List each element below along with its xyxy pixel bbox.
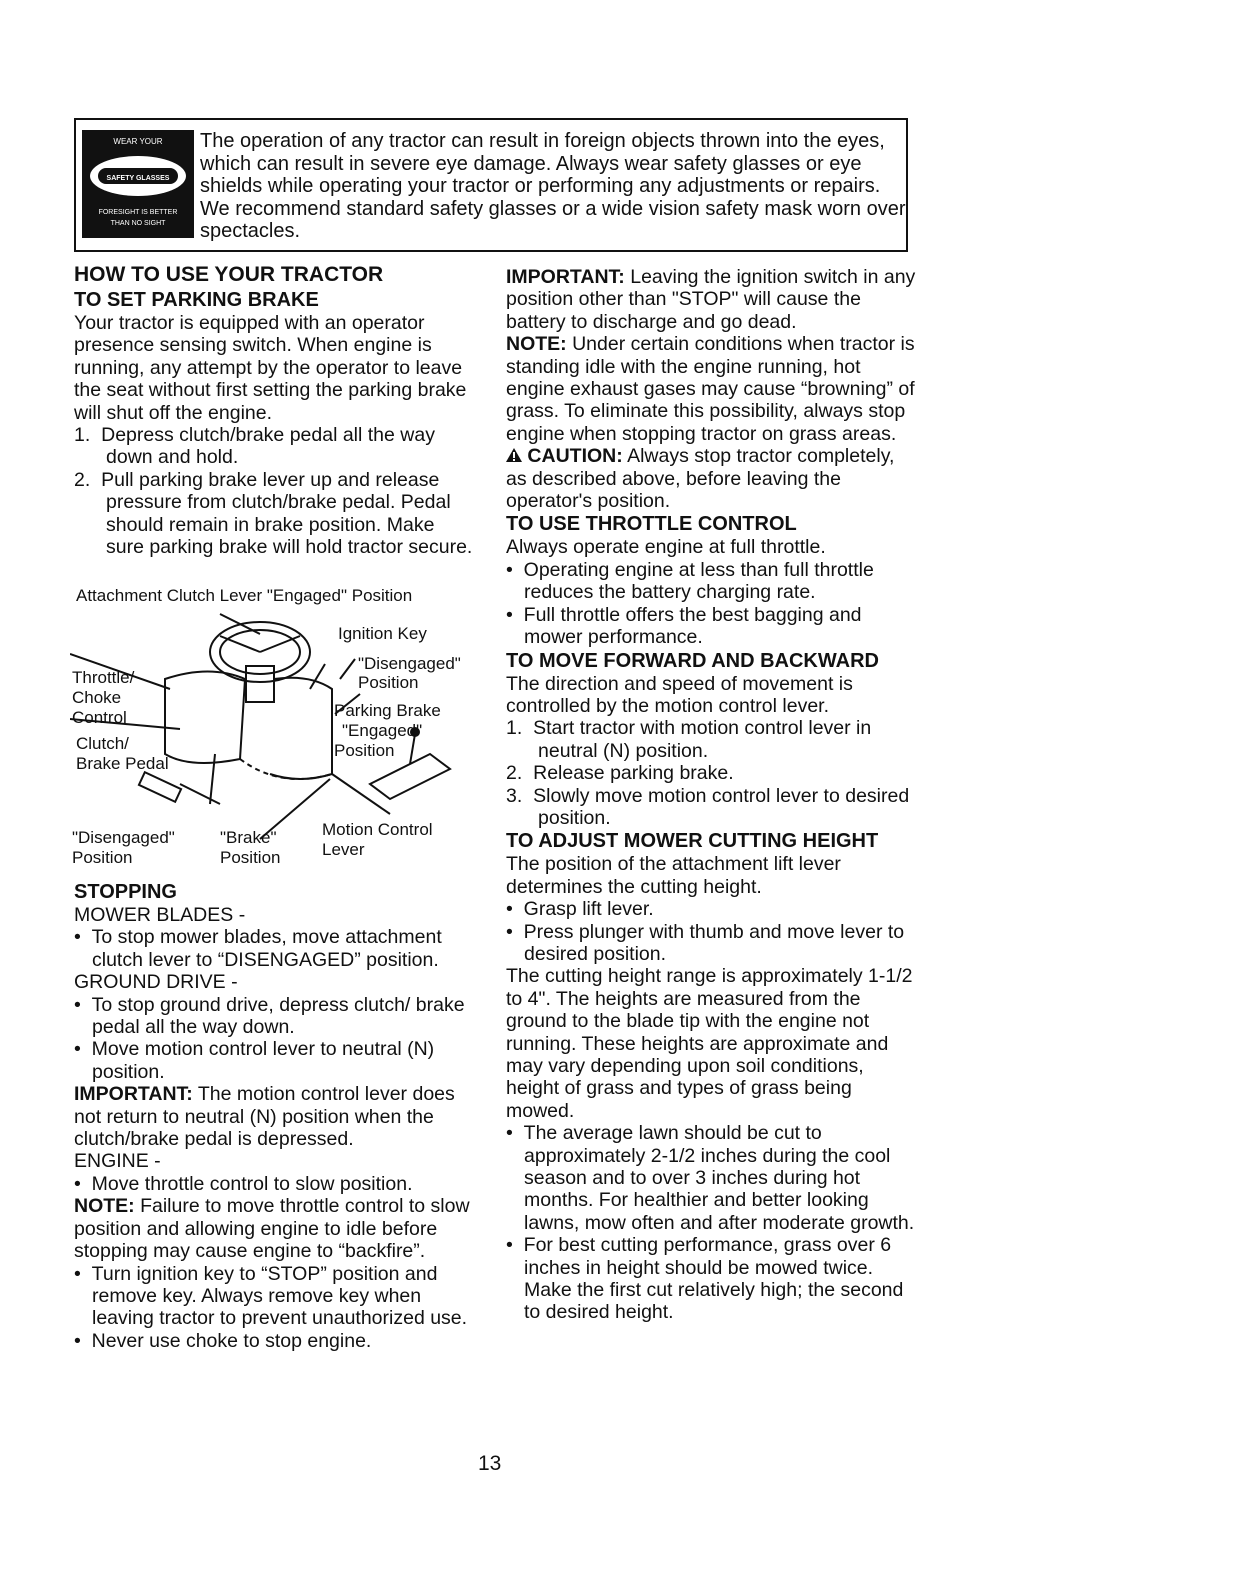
left-column-top xyxy=(74,262,474,558)
parking-intro: Your tractor is equipped with an operator presence sensing switch. When engine is running, any attempt by the operator to leave the seat without first setting the parking brake will shut off the engine. xyxy=(74,312,467,424)
move-heading: TO MOVE FORWARD AND BACKWARD xyxy=(506,649,879,672)
engine-label: ENGINE - xyxy=(74,1150,161,1173)
list-item: • For best cutting performance, grass over 6 inches in height should be mowed twice. Make the first cut relatively high; the second to desired height. xyxy=(506,1234,904,1324)
list-item: • Never use choke to stop engine. xyxy=(74,1329,372,1352)
label-throttle: Throttle/ xyxy=(72,668,135,687)
label-disengaged: "Disengaged" xyxy=(358,654,461,673)
label-brake-pedal: Brake Pedal xyxy=(76,754,169,773)
caution-note: CAUTION: Always stop tractor completely, as described above, before leaving the operator's position. xyxy=(506,445,895,513)
parking-step-1: 1. Depress clutch/brake pedal all the way down and hold. xyxy=(74,424,435,469)
important-note: IMPORTANT: The motion control lever does not return to neutral (N) position when the clutch/brake pedal is depressed. xyxy=(74,1083,455,1151)
stopping-heading: STOPPING xyxy=(74,881,177,903)
move-step-3: 3. Slowly move motion control lever to desired position. xyxy=(506,784,910,829)
height-paragraph: The cutting height range is approximately 1-1/2 to 4". The heights are measured from the ground to the blade tip with the engine not running. These heights are approximate and may vary depending upon soil conditions, height of grass and types of grass being mowed. xyxy=(506,965,913,1122)
right-column xyxy=(506,266,916,1324)
label-engaged-position: Position xyxy=(334,741,395,760)
label-motion-control: Motion Control xyxy=(322,820,433,839)
browning-note: NOTE: Under certain conditions when tractor is standing idle with the engine running, hot engine exhaust gases may cause “browning” of grass. To eliminate this possibility, always stop engine when stopping tractor on grass areas. xyxy=(506,333,915,445)
list-item: • Grasp lift lever. xyxy=(506,898,654,921)
move-intro: The direction and speed of movement is controlled by the motion control lever. xyxy=(506,672,853,717)
label-control: Control xyxy=(72,708,127,727)
label-choke: Choke xyxy=(72,688,122,707)
height-heading: TO ADJUST MOWER CUTTING HEIGHT xyxy=(506,830,879,853)
parking-step-2: 2. Pull parking brake lever up and release pressure from clutch/brake pedal. Pedal should remain in brake position. Make sure parking brake will hold tractor secure. xyxy=(74,468,473,559)
move-step-1: 1. Start tractor with motion control lever in neutral (N) position. xyxy=(506,717,872,762)
label-disengaged-position: Position xyxy=(358,673,419,692)
important-ignition: IMPORTANT: Leaving the ignition switch in any position other than "STOP" will cause the battery to discharge and go dead. xyxy=(506,266,916,333)
list-item: • Operating engine at less than full throttle reduces the battery charging rate. xyxy=(506,558,874,604)
label-brake-position: Position xyxy=(220,848,281,867)
label-disengaged-2-position: Position xyxy=(72,848,133,867)
label-ignition-key: Ignition Key xyxy=(338,624,427,643)
list-item: • To stop mower blades, move attachment clutch lever to “DISENGAGED” position. xyxy=(74,926,442,971)
ground-drive-label: GROUND DRIVE - xyxy=(74,971,238,994)
engine-note: NOTE: Failure to move throttle control to slow position and allowing engine to idle before stopping may cause engine to “backfire”. xyxy=(74,1195,470,1263)
list-item: • Move throttle control to slow position. xyxy=(74,1172,413,1195)
mower-blades-label: MOWER BLADES - xyxy=(74,904,246,926)
label-parking-brake: Parking Brake xyxy=(334,701,441,720)
label-clutch: Clutch/ xyxy=(76,734,129,753)
svg-text:FORESIGHT IS BETTER: FORESIGHT IS BETTER xyxy=(98,209,178,216)
label-attachment-clutch: Attachment Clutch Lever "Engaged" Position xyxy=(76,586,413,605)
tractor-controls-diagram xyxy=(70,584,490,874)
label-lever: Lever xyxy=(322,840,365,859)
list-item: • Turn ignition key to “STOP” position and remove key. Always remove key when leaving tractor to prevent unauthorized use. xyxy=(74,1262,468,1330)
throttle-intro: Always operate engine at full throttle. xyxy=(506,536,826,559)
safety-warning-box xyxy=(74,118,908,252)
page-number: 13 xyxy=(478,1452,502,1475)
list-item: • The average lawn should be cut to approximately 2-1/2 inches during the cool season and to over 3 inches during hot months. For healthier and better looking lawns, mow often and after moderate growth. xyxy=(506,1122,915,1234)
list-item: • Move motion control lever to neutral (N) position. xyxy=(74,1038,435,1083)
list-item: • Full throttle offers the best bagging and mower performance. xyxy=(506,603,862,649)
move-step-2: 2. Release parking brake. xyxy=(506,762,734,785)
left-column-bottom xyxy=(74,880,474,1352)
label-disengaged-2: "Disengaged" xyxy=(72,828,175,847)
label-engaged: "Engaged" xyxy=(342,721,423,740)
svg-text:SAFETY GLASSES: SAFETY GLASSES xyxy=(106,175,170,182)
list-item: • Press plunger with thumb and move lever to desired position. xyxy=(506,920,905,965)
list-item: • To stop ground drive, depress clutch/ brake pedal all the way down. xyxy=(74,993,465,1039)
svg-text:THAN NO SIGHT: THAN NO SIGHT xyxy=(110,220,166,227)
svg-text:WEAR YOUR: WEAR YOUR xyxy=(113,137,163,146)
label-brake: "Brake" xyxy=(220,828,277,847)
height-intro: The position of the attachment lift lever determines the cutting height. xyxy=(506,853,841,898)
parking-brake-heading: TO SET PARKING BRAKE xyxy=(74,289,319,311)
section-title: HOW TO USE YOUR TRACTOR xyxy=(74,263,384,286)
safety-glasses-icon xyxy=(82,130,194,238)
throttle-heading: TO USE THROTTLE CONTROL xyxy=(506,513,797,536)
warning-text: The operation of any tractor can result in foreign objects thrown into the eyes, which can result in severe eye damage. Always wear safety glasses or eye shields while operating your tractor or performing any adjustments or repairs. We recommend standard safety glasses or a wide vision safety mask worn over spectacles. xyxy=(200,130,906,242)
warning-triangle-icon xyxy=(506,448,522,462)
